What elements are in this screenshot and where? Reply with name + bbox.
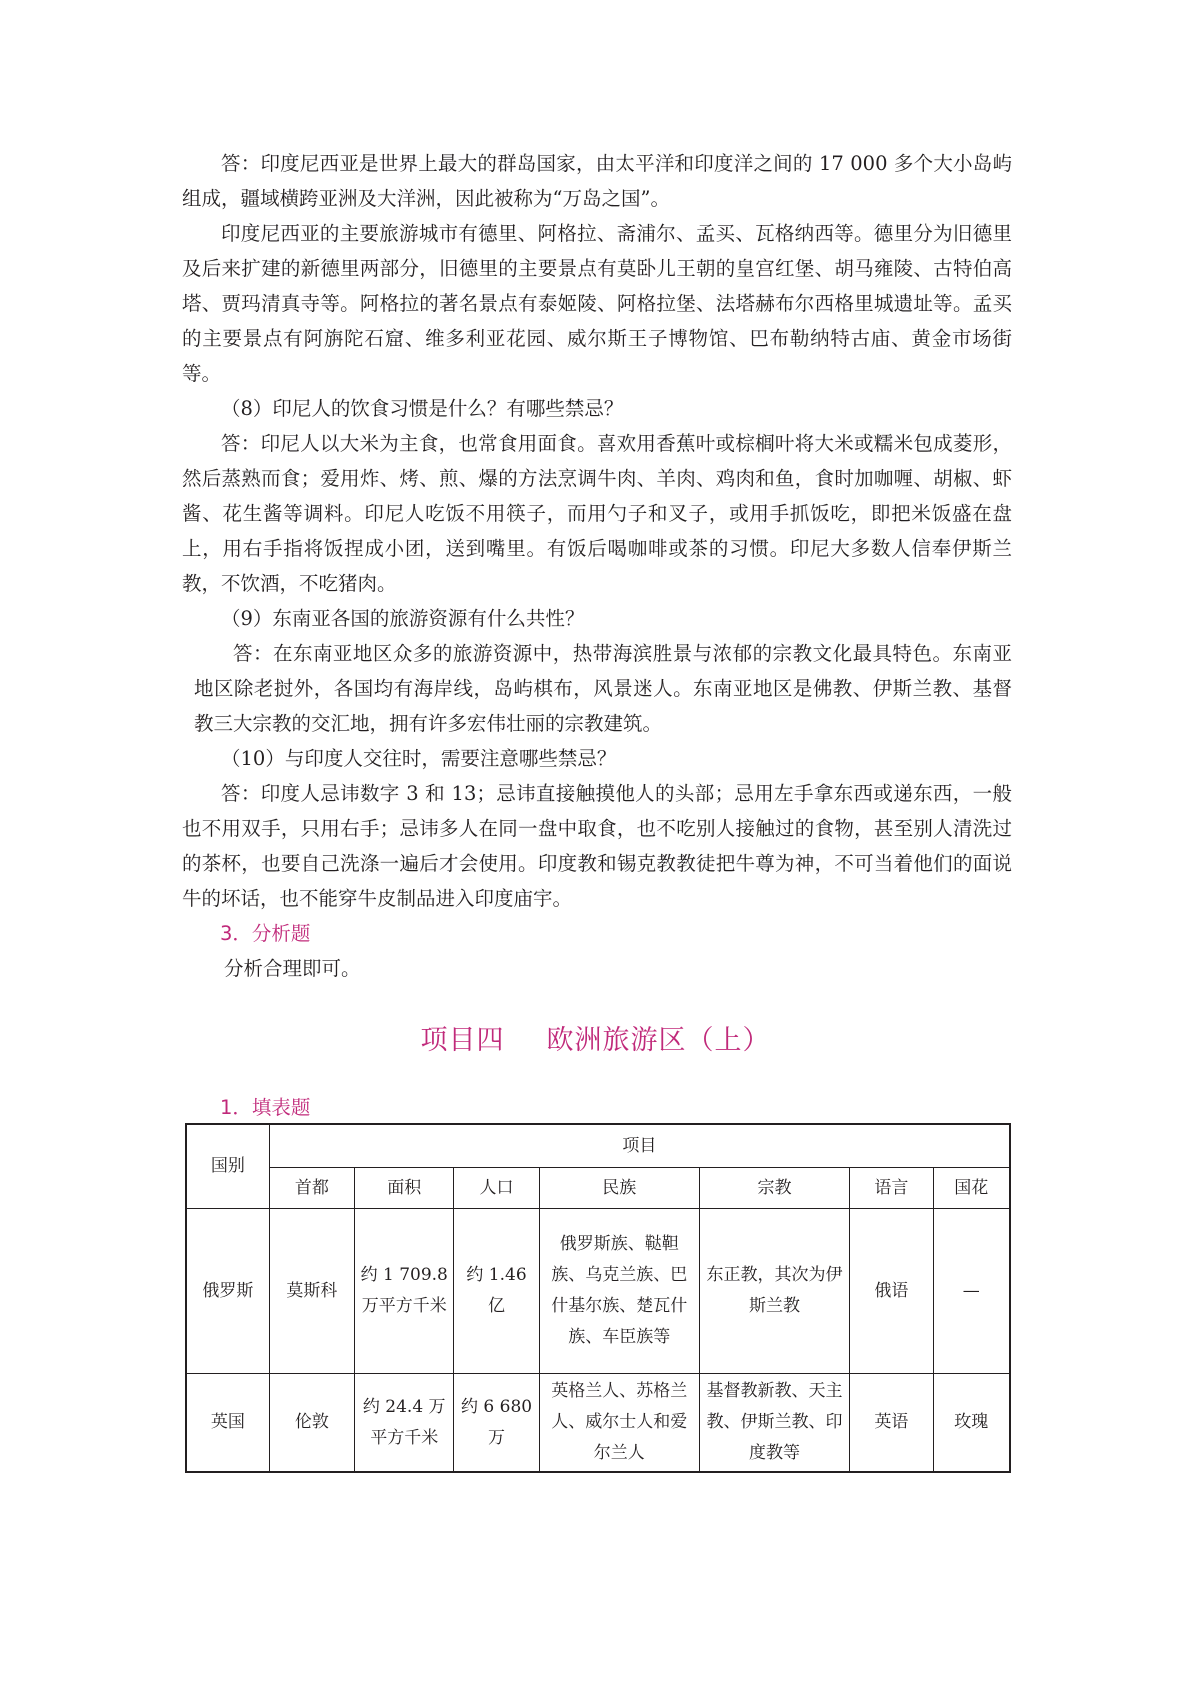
cell-area: 约 1 709.8 万平方千米 — [355, 1209, 454, 1374]
cell-area: 约 24.4 万平方千米 — [355, 1374, 454, 1473]
header-items: 项目 — [269, 1124, 1010, 1168]
cell-religion: 基督教新教、天主教、伊斯兰教、印度教等 — [699, 1374, 849, 1473]
header-national-flower: 国花 — [933, 1168, 1010, 1209]
header-ethnic-groups: 民族 — [539, 1168, 699, 1209]
header-population: 人口 — [454, 1168, 539, 1209]
answer-8: 答：印尼人以大米为主食，也常食用面食。喜欢用香蕉叶或棕榈叶将大米或糯米包成菱形，然后蒸熟而食；爱用炸、烤、煎、爆的方法烹调牛肉、羊肉、鸡肉和鱼，食时加咖喱、胡椒、虾酱、花生酱等调料。印尼人吃饭不用筷子，而用勺子和叉子，或用手抓饭吃，即把米饭盛在盘上，用右手指将饭捏成小团，送到嘴里。有饭后喝咖啡或茶的习惯。印尼大多数人信奉伊斯兰教，不饮酒，不吃猪肉。 — [182, 432, 1012, 595]
chapter-number: 项目四 — [420, 1025, 505, 1056]
cell-religion: 东正教，其次为伊斯兰教 — [699, 1209, 849, 1374]
section-analysis-heading: 3．分析题 — [220, 922, 311, 945]
cell-ethnic-groups: 英格兰人、苏格兰人、威尔士人和爱尔兰人 — [539, 1374, 699, 1473]
chapter-name: 欧洲旅游区（上） — [546, 1025, 771, 1056]
country-info-table — [185, 1123, 1011, 1473]
cell-capital: 莫斯科 — [269, 1209, 354, 1374]
cell-national-flower: — — [933, 1209, 1010, 1374]
cell-population: 约 1.46 亿 — [454, 1209, 539, 1374]
table-row — [186, 1374, 1010, 1473]
cell-country: 俄罗斯 — [186, 1209, 269, 1374]
chapter-title — [0, 1018, 1191, 1057]
answer-indonesia-geography: 答：印度尼西亚是世界上最大的群岛国家，由太平洋和印度洋之间的 17 000 多个大小岛屿组成，疆域横跨亚洲及大洋洲，因此被称为“万岛之国”。 — [182, 152, 1012, 210]
cell-language: 英语 — [850, 1374, 933, 1473]
cell-country: 英国 — [186, 1374, 269, 1473]
header-religion: 宗教 — [699, 1168, 849, 1209]
cell-population: 约 6 680 万 — [454, 1374, 539, 1473]
cell-capital: 伦敦 — [269, 1374, 354, 1473]
body-text — [182, 146, 1012, 986]
cell-ethnic-groups: 俄罗斯族、鞑靼族、乌克兰族、巴什基尔族、楚瓦什族、车臣族等 — [539, 1209, 699, 1374]
answer-tourist-cities: 印度尼西亚的主要旅游城市有德里、阿格拉、斋浦尔、孟买、瓦格纳西等。德里分为旧德里及后来扩建的新德里两部分，旧德里的主要景点有莫卧儿王朝的皇宫红堡、胡马雍陵、古特伯高塔、贾玛清真寺等。阿格拉的著名景点有泰姬陵、阿格拉堡、法塔赫布尔西格里城遗址等。孟买的主要景点有阿旃陀石窟、维多利亚花园、威尔斯王子博物馆、巴布勒纳特古庙、黄金市场街等。 — [182, 222, 1012, 385]
question-8: （8）印尼人的饮食习惯是什么？有哪些禁忌？ — [221, 397, 624, 420]
header-country: 国别 — [186, 1124, 269, 1209]
header-capital: 首都 — [269, 1168, 354, 1209]
question-9: （9）东南亚各国的旅游资源有什么共性？ — [221, 607, 585, 630]
fill-table-heading: 1．填表题 — [220, 1096, 311, 1119]
question-10: （10）与印度人交往时，需要注意哪些禁忌？ — [221, 747, 617, 770]
header-language: 语言 — [850, 1168, 933, 1209]
answer-10: 答：印度人忌讳数字 3 和 13；忌讳直接触摸他人的头部；忌用左手拿东西或递东西，一般也不用双手，只用右手；忌讳多人在同一盘中取食，也不吃别人接触过的食物，甚至别人清洗过的茶杯，也要自己洗涤一遍后才会使用。印度教和锡克教教徒把牛尊为神，不可当着他们的面说牛的坏话，也不能穿牛皮制品进入印度庙宇。 — [182, 782, 1012, 910]
header-area: 面积 — [355, 1168, 454, 1209]
table-row — [186, 1209, 1010, 1374]
cell-language: 俄语 — [850, 1209, 933, 1374]
answer-9: 答：在东南亚地区众多的旅游资源中，热带海滨胜景与浓郁的宗教文化最具特色。东南亚地区除老挝外，各国均有海岸线，岛屿棋布，风景迷人。东南亚地区是佛教、伊斯兰教、基督教三大宗教的交汇地，拥有许多宏伟壮丽的宗教建筑。 — [194, 642, 1012, 735]
cell-national-flower: 玫瑰 — [933, 1374, 1010, 1473]
section-analysis-answer: 分析合理即可。 — [224, 957, 361, 980]
